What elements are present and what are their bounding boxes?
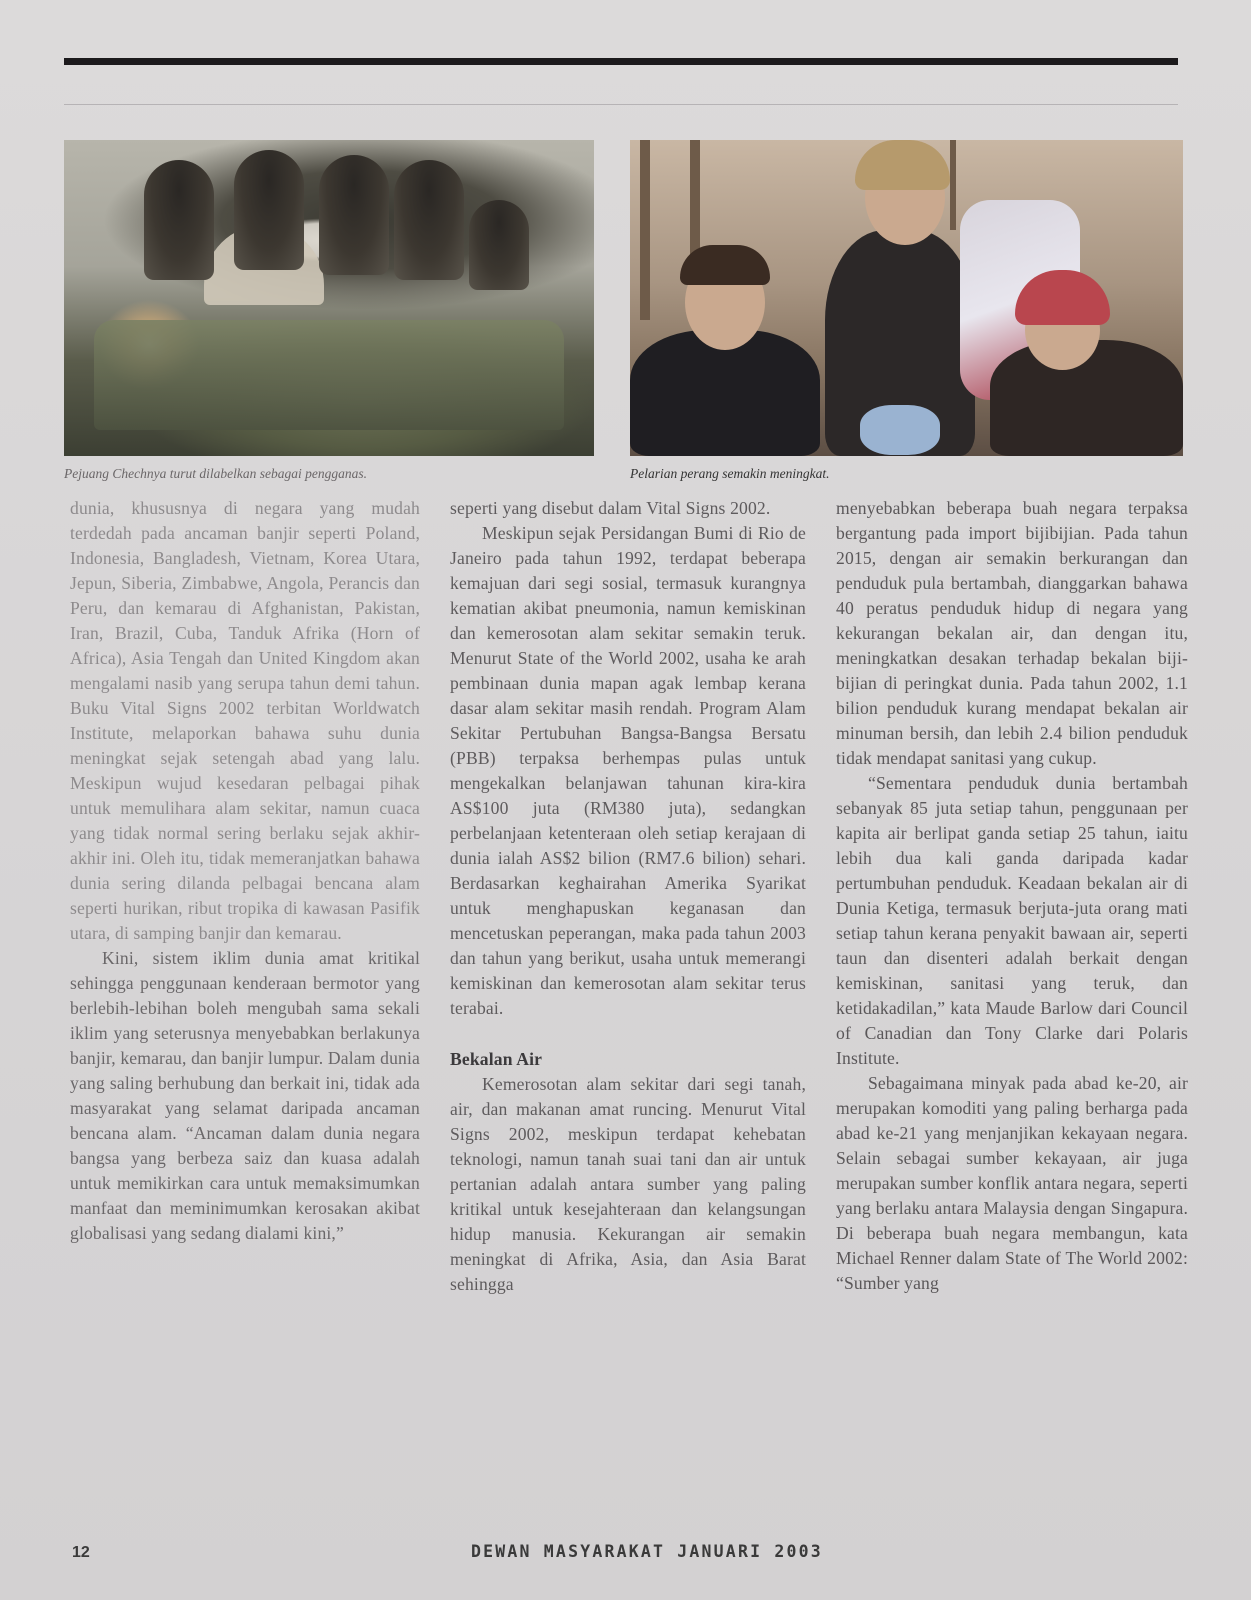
fighter-figure: [319, 155, 389, 275]
header-divider: [64, 104, 1178, 105]
fighter-figure: [234, 150, 304, 270]
publication-footer: DEWAN MASYARAKAT JANUARI 2003: [471, 1542, 823, 1561]
blue-bag: [860, 405, 940, 455]
paragraph: seperti yang disebut dalam Vital Signs 2002.: [450, 498, 771, 518]
fighter-figure: [394, 160, 464, 280]
paragraph: Sebagaimana minyak pada abad ke-20, air merupakan komoditi yang paling berharga pada abad ke-21 yang menjanjikan kekayaan negara. Selain sebagai sumber kekayaan, air juga merupakan sumber konflik antara negara, seperti yang berlaku antara Malaysia dengan Singapura. Di beberapa buah negara membangun, kata Michael Renner dalam State of The World 2002: “Sumber yang: [836, 1073, 1188, 1293]
armored-vehicle-hull: [94, 320, 564, 430]
text-column-3: [836, 496, 1188, 1296]
top-rule: [64, 58, 1178, 65]
utility-pole: [640, 140, 650, 320]
page-number: 12: [72, 1544, 90, 1561]
section-heading: Bekalan Air: [450, 1049, 543, 1069]
text-column-1: [70, 496, 420, 1246]
photo-caption-left: Pejuang Chechnya turut dilabelkan sebagai pengganas.: [64, 466, 367, 481]
war-refugees-photo: [630, 140, 1183, 456]
chechen-fighters-photo: [64, 140, 594, 456]
paragraph: menyebabkan beberapa buah negara terpaksa bergantung pada import bijibijian. Pada tahun 2015, dengan air semakin berkurangan dan penduduk pula bertambah, dianggarkan bahawa 40 peratus penduduk hidup di negara yang kekurangan bekalan air, dan dengan itu, meningkatkan desakan terhadap bekalan biji-bijian di peringkat dunia. Pada tahun 2002, 1.1 bilion penduduk kurang mendapat bekalan air minuman bersih, dan lebih 2.4 bilion penduduk tidak mendapat sanitasi yang cukup.: [836, 498, 1188, 768]
fighter-figure: [469, 200, 529, 290]
text-column-2: [450, 496, 806, 1297]
paragraph: Meskipun sejak Persidangan Bumi di Rio de Janeiro pada tahun 1992, terdapat beberapa kemajuan dari segi sosial, termasuk kurangnya kematian akibat pneumonia, namun kemiskinan dan kemerosotan alam sekitar semakin teruk. Menurut State of the World 2002, usaha ke arah pembinaan dunia mapan agak lembap kerana dasar alam sekitar masih rendah. Program Alam Sekitar Pertubuhan Bangsa-Bangsa Bersatu (PBB) terpaksa berhempas pulas untuk mengekalkan belanjawan tahunan kira-kira AS$100 juta (RM380 juta), sedangkan perbelanjaan ketenteraan oleh setiap kerajaan di dunia ialah AS$2 bilion (RM7.6 bilion) sehari. Berdasarkan keghairahan Amerika Syarikat untuk menghapuskan keganasan dan mencetuskan peperangan, maka pada tahun 2003 dan tahun yang berikut, usaha untuk memerangi kemiskinan dan kemerosotan alam sekitar terus terabai.: [450, 523, 806, 1018]
woman-headscarf: [855, 140, 950, 190]
boy-hair: [680, 245, 770, 285]
paragraph: Kemerosotan alam sekitar dari segi tanah, air, dan makanan amat runcing. Menurut Vital Signs 2002, meskipun terdapat kehebatan teknologi, namun tanah suai tani dan air untuk pertanian adalah antara sumber yang paling kritikal untuk kesejahteraan dan kelangsungan hidup manusia. Kekurangan air semakin meningkat di Afrika, Asia, dan Asia Barat sehingga: [450, 1074, 806, 1294]
fighter-figure: [144, 160, 214, 280]
paragraph: “Sementara penduduk dunia bertambah sebanyak 85 juta setiap tahun, penggunaan per kapita air berlipat ganda setiap 25 tahun, iaitu lebih dua kali ganda daripada kadar pertumbuhan penduduk. Keadaan bekalan air di Dunia Ketiga, termasuk berjuta-juta orang mati setiap tahun kerana penyakit bawaan air, seperti taun dan disenteri adalah berkait dengan kemiskinan, sanitasi yang teruk, dan ketidakadilan,” kata Maude Barlow dari Council of Canadian dan Tony Clarke dari Polaris Institute.: [836, 773, 1188, 1068]
paragraph: Kini, sistem iklim dunia amat kritikal sehingga penggunaan kenderaan bermotor yang berlebih-lebihan boleh mengubah sama sekali iklim yang seterusnya menyebabkan berlakunya banjir, kemarau, dan banjir lumpur. Dalam dunia yang saling berhubung dan berkait ini, tidak ada masyarakat yang selamat daripada ancaman bencana alam. “Ancaman dalam dunia negara bangsa yang berbeza saiz dan kuasa adalah untuk memikirkan cara untuk memaksimumkan manfaat dan meminimumkan kerosakan akibat globalisasi yang sedang dialami kini,”: [70, 948, 420, 1243]
photo-caption-right: Pelarian perang semakin meningkat.: [630, 466, 830, 481]
utility-pole: [950, 140, 956, 230]
paragraph: dunia, khususnya di negara yang mudah terdedah pada ancaman banjir seperti Poland, Indonesia, Bangladesh, Vietnam, Korea Utara, Jepun, Siberia, Zimbabwe, Angola, Perancis dan Peru, dan kemarau di Afghanistan, Pakistan, Iran, Brazil, Cuba, Tanduk Afrika (Horn of Africa), Asia Tengah dan United Kingdom akan mengalami nasib yang serupa tahun demi tahun. Buku Vital Signs 2002 terbitan Worldwatch Institute, melaporkan bahawa suhu dunia meningkat sejak setengah abad yang lalu. Meskipun wujud kesedaran pelbagai pihak untuk memulihara alam sekitar, namun cuaca yang tidak normal sering berlaku sejak akhir-akhir ini. Oleh itu, tidak memeranjatkan bahawa dunia sering dilanda pelbagai bencana alam seperti hurikan, ribut tropika di kawasan Pasifik utara, di samping banjir dan kemarau.: [70, 498, 420, 943]
